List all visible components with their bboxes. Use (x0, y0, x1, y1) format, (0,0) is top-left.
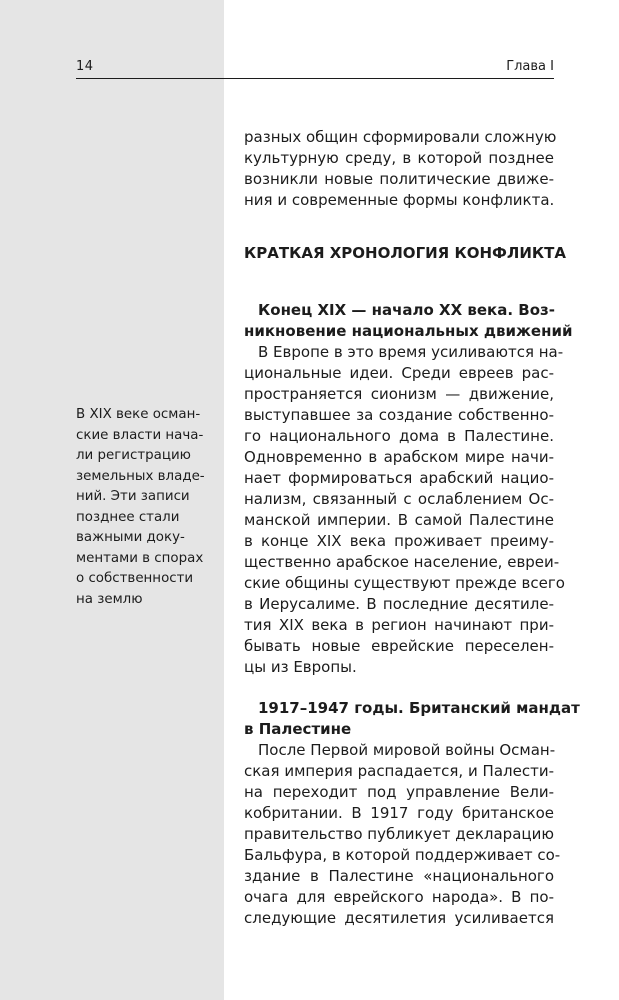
text-line: После Первой мировой войны Осман- (258, 741, 556, 759)
text-line: манской империи. В самой Палестине (244, 511, 554, 529)
text-line: здание в Палестине «национального (244, 867, 554, 885)
text-line: циональные идеи. Среди евреев рас- (244, 364, 554, 382)
note-line: ний. Эти записи (76, 489, 190, 504)
running-head: Глава I (506, 59, 554, 74)
main-text-column (244, 127, 580, 929)
text-line: кобритании. В 1917 году британское (244, 804, 554, 822)
text-line: нает формироваться арабский нацио- (244, 469, 554, 487)
header-rule (76, 78, 554, 79)
text-line: ния и современные формы конфликта. (244, 191, 555, 209)
part1-paragraph (244, 342, 565, 678)
text-line: пространяется сионизм — движение, (244, 385, 554, 403)
note-line: о собственности (76, 571, 194, 586)
note-line: позднее стали (76, 509, 180, 525)
text-line: культурную среду, в которой позднее (244, 149, 554, 167)
note-line: на землю (76, 591, 143, 607)
text-line: ская империя распадается, и Палести- (244, 762, 554, 780)
part2-heading (244, 698, 580, 740)
heading-line: никновение национальных движений (244, 322, 573, 340)
part2-paragraph (244, 740, 561, 929)
text-line: бывать новые еврейские переселен- (244, 637, 554, 655)
text-line: ские общины существуют прежде всего (244, 574, 565, 592)
text-line: в конце XIX века проживает преиму- (244, 532, 554, 550)
text-line: нализм, связанный с ослаблением Ос- (244, 490, 554, 508)
text-line: тия XIX века в регион начинают при- (244, 616, 554, 634)
text-line: Одновременно в арабском мире начи- (244, 448, 554, 466)
text-line: правительство публикует декларацию (244, 825, 554, 843)
heading-line: 1917–1947 годы. Британский мандат (258, 699, 580, 717)
note-line: В XIX веке осман- (76, 407, 201, 422)
text-line: очага для еврейского народа». В по- (244, 888, 554, 906)
text-line: го национального дома в Палестине. (244, 427, 554, 445)
text-line: разных общин сформировали сложную (244, 128, 557, 146)
intro-paragraph (244, 127, 557, 211)
note-line: ли регистрацию (76, 448, 191, 463)
text-line: в Иерусалиме. В последние десятиле- (244, 595, 554, 613)
text-line: выступавшее за создание собственно- (244, 406, 554, 424)
text-line: возникли новые политические движе- (244, 170, 554, 188)
text-line: щественно арабское население, евреи- (244, 553, 560, 571)
text-line: В Европе в это время усиливаются на- (258, 343, 564, 361)
part1-heading (244, 300, 573, 342)
note-line: важными доку- (76, 530, 185, 545)
text-line: цы из Европы. (244, 658, 357, 676)
text-line: Бальфура, в которой поддерживает со- (244, 846, 561, 864)
section-title (244, 243, 567, 264)
page-number: 14 (76, 59, 94, 74)
section-title-text: КРАТКАЯ ХРОНОЛОГИЯ КОНФЛИКТА (244, 244, 567, 262)
margin-note (76, 405, 211, 610)
note-line: земельных владе- (76, 468, 205, 484)
text-line: на переходит под управление Вели- (244, 783, 554, 801)
heading-line: Конец XIX — начало XX века. Воз- (258, 301, 555, 319)
note-line: ские власти нача- (76, 427, 204, 443)
heading-line: в Палестине (244, 720, 352, 738)
text-line: следующие десятилетия усиливается (244, 909, 554, 927)
note-line: ментами в спорах (76, 550, 204, 566)
